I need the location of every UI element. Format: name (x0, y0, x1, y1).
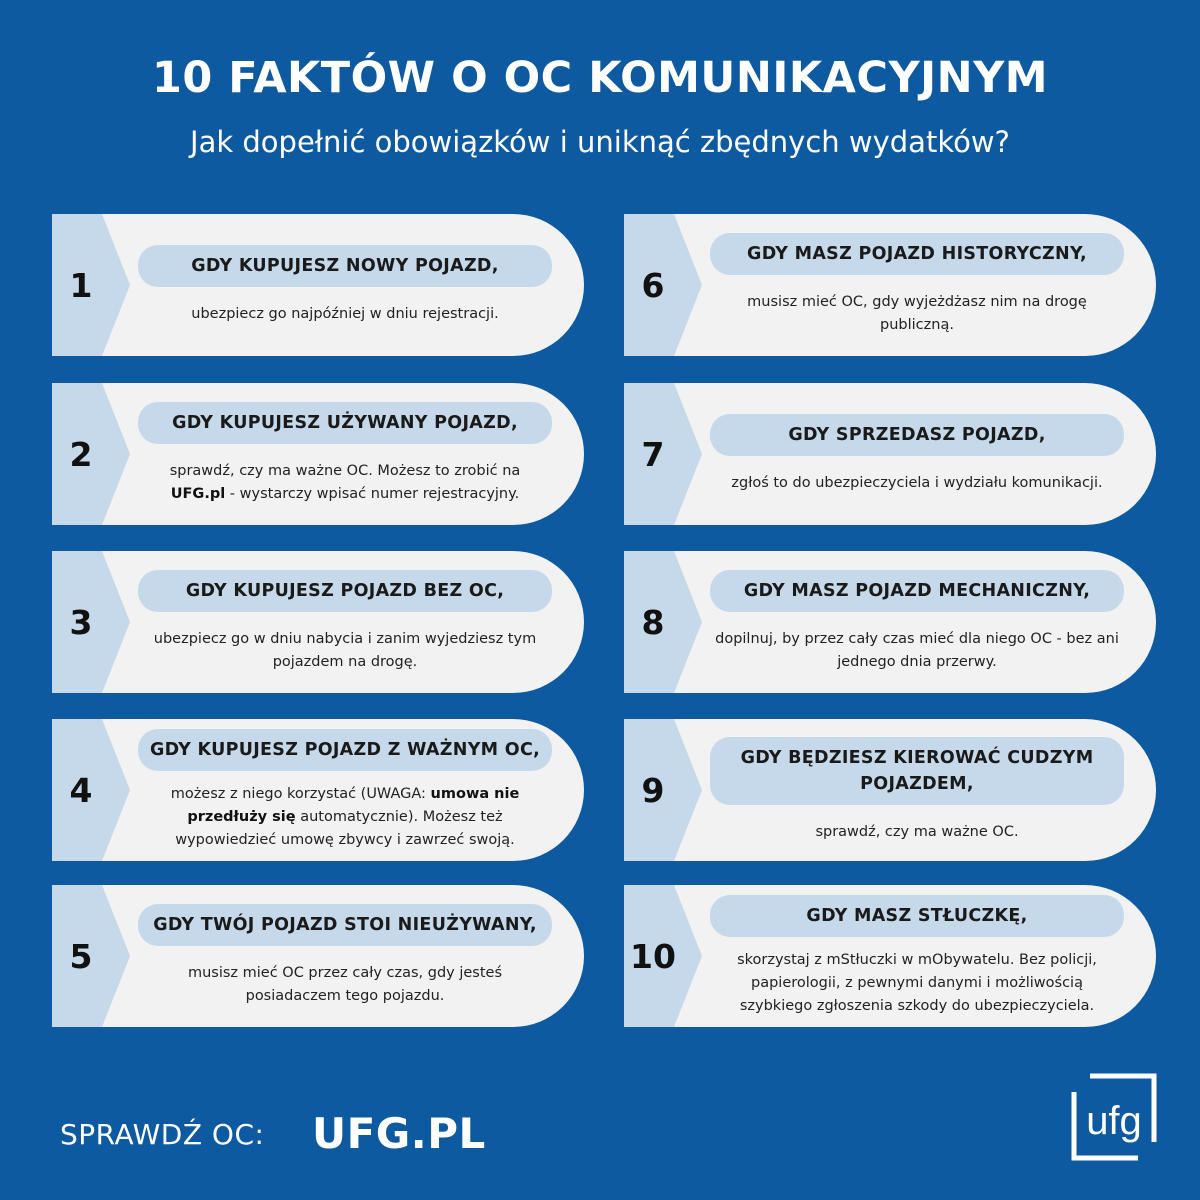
fact-text: sprawdź, czy ma ważne OC. Możesz to zrobić na UFG.pl - wystarczy wpisać numer rejestracyjny. (169, 463, 521, 502)
ufg-link-text: UFG.pl (170, 486, 226, 502)
fact-text: możesz z niego korzystać (UWAGA: umowa nie przedłuży się automatycznie). Możesz też wypowiedzieć umowę zbywcy i zawrzeć swoją. (170, 785, 520, 848)
fact-heading: GDY MASZ POJAZD MECHANICZNY, (710, 570, 1124, 612)
fact-heading: GDY KUPUJESZ POJAZD BEZ OC, (138, 570, 552, 612)
fact-heading: GDY MASZ STŁUCZKĘ, (710, 895, 1124, 937)
fact-heading: GDY TWÓJ POJAZD STOI NIEUŻYWANY, (138, 904, 552, 946)
fact-card-6 (624, 214, 1156, 356)
fact-heading: GDY SPRZEDASZ POJAZD, (710, 414, 1124, 456)
fact-text: musisz mieć OC, gdy wyjeżdżasz nim na drogę publiczną. (747, 294, 1087, 333)
fact-heading: GDY KUPUJESZ UŻYWANY POJAZD, (138, 402, 552, 444)
fact-number: 7 (641, 434, 665, 474)
logo-text: ufg (1086, 1099, 1142, 1143)
fact-number: 4 (69, 770, 93, 810)
fact-text: skorzystaj z mStłuczki w mObywatelu. Bez policji, papierologii, z pewnymi danymi i możliwością szybkiego zgłoszenia szkody do ubezpieczyciela. (737, 951, 1097, 1014)
fact-text: sprawdź, czy ma ważne OC. (815, 823, 1019, 840)
fact-heading: GDY MASZ POJAZD HISTORYCZNY, (710, 233, 1124, 275)
fact-text: zgłoś to do ubezpieczyciela i wydziału komunikacji. (731, 474, 1103, 491)
fact-text: ubezpiecz go najpóźniej w dniu rejestracji. (191, 305, 499, 322)
fact-number: 3 (69, 602, 93, 642)
fact-number: 6 (641, 265, 665, 305)
fact-number: 9 (641, 770, 665, 810)
fact-number: 10 (630, 936, 676, 976)
fact-card-4 (52, 719, 584, 861)
fact-number: 1 (69, 265, 93, 305)
footer-label: SPRAWDŹ OC: (60, 1118, 265, 1151)
fact-heading: GDY KUPUJESZ POJAZD Z WAŻNYM OC, (138, 729, 552, 771)
fact-card-7 (624, 383, 1156, 525)
fact-heading: GDY KUPUJESZ NOWY POJAZD, (138, 245, 552, 287)
fact-card-1 (52, 214, 584, 356)
page-title: 10 FAKTÓW O OC KOMUNIKACYJNYM (151, 53, 1049, 103)
fact-card-9 (624, 719, 1156, 861)
fact-number: 2 (69, 434, 93, 474)
fact-text: ubezpiecz go w dniu nabycia i zanim wyjedziesz tym pojazdem na drogę. (153, 631, 537, 670)
fact-card-8 (624, 551, 1156, 693)
footer-url-link[interactable]: UFG.PL (312, 1109, 486, 1158)
fact-text: dopilnuj, by przez cały czas mieć dla niego OC - bez ani jednego dnia przerwy. (715, 631, 1119, 670)
fact-card-3 (52, 551, 584, 693)
fact-card-5 (52, 885, 584, 1027)
fact-heading: GDY BĘDZIESZ KIEROWAĆ CUDZYM POJAZDEM, (710, 737, 1124, 805)
fact-card-10 (624, 885, 1156, 1027)
ufg-logo-icon (1070, 1072, 1158, 1162)
warning-bold-text: umowa nie przedłuży się (187, 785, 520, 825)
fact-number: 5 (69, 936, 93, 976)
ufg-logo (1070, 1072, 1158, 1162)
page-subtitle: Jak dopełnić obowiązków i uniknąć zbędnych wydatków? (190, 125, 1010, 159)
fact-card-2 (52, 383, 584, 525)
fact-number: 8 (641, 602, 665, 642)
fact-text: musisz mieć OC przez cały czas, gdy jesteś posiadaczem tego pojazdu. (187, 965, 503, 1004)
